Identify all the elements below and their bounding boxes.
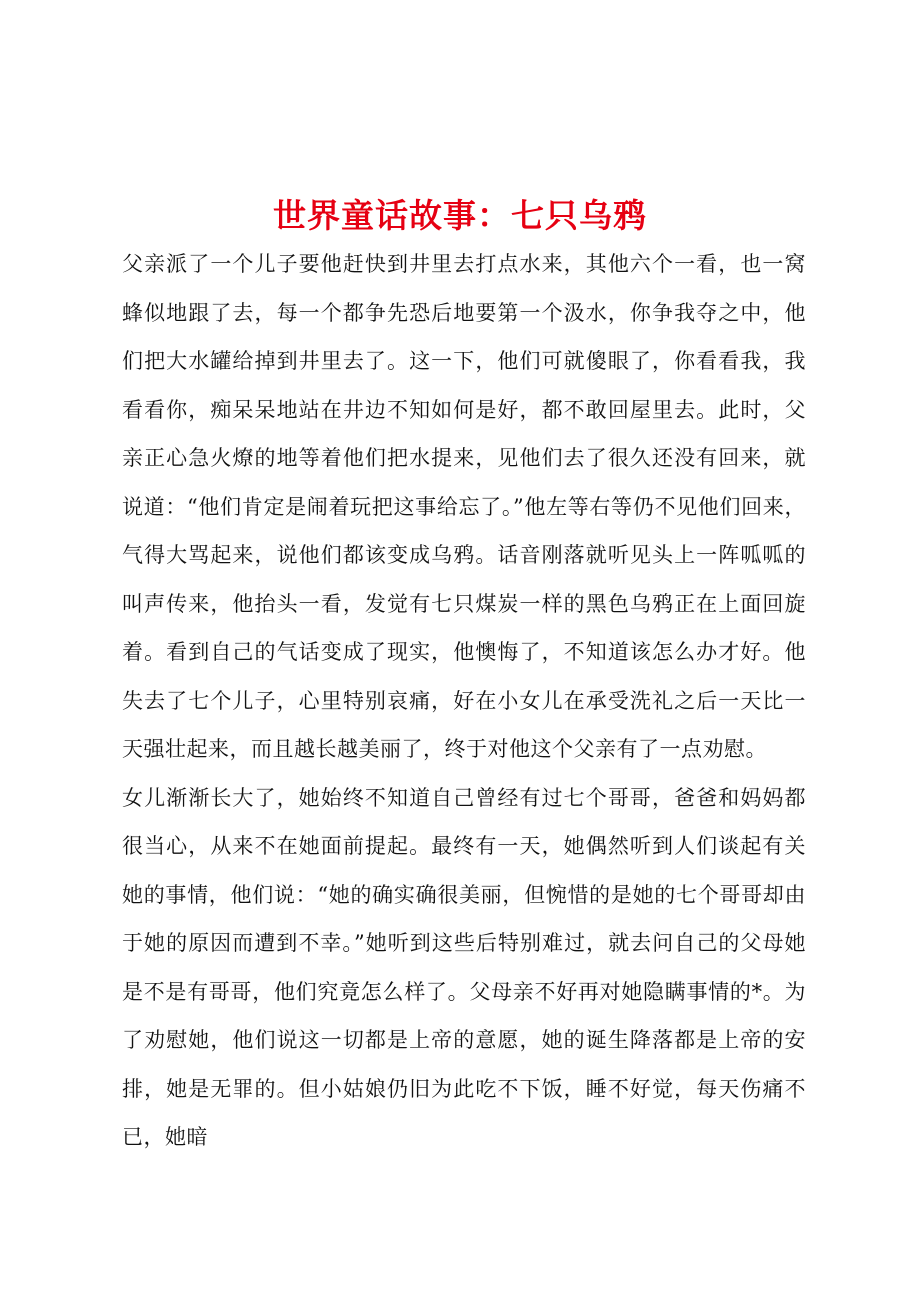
paragraph-1: 父亲派了一个儿子要他赶快到井里去打点水来，其他六个一看，也一窝蜂似地跟了去，每一个都争先恐后地要第一个汲水，你争我夺之中，他们把大水罐给掉到井里去了。这一下，他们可就傻眼了，你看看我，我看看你，痴呆呆地站在井边不知如何是好，都不敢回屋里去。此时，父亲正心急火燎的地等着他们把水提来，见他们去了很久还没有回来，就说道：“他们肯定是闹着玩把这事给忘了。”他左等右等仍不见他们回来，气得大骂起来，说他们都该变成乌鸦。话音刚落就听见头上一阵呱呱的叫声传来，他抬头一看，发觉有七只煤炭一样的黑色乌鸦正在上面回旋着。看到自己的气话变成了现实，他懊悔了，不知道该怎么办才好。他失去了七个儿子，心里特别哀痛，好在小女儿在承受洗礼之后一天比一天强壮起来，而且越长越美丽了，终于对他这个父亲有了一点劝慰。 bbox=[122, 252, 806, 761]
document-body bbox=[122, 240, 806, 1162]
paragraph-2: 女儿渐渐长大了，她始终不知道自己曾经有过七个哥哥，爸爸和妈妈都很当心，从来不在她面前提起。最终有一天，她偶然听到人们谈起有关她的事情，他们说：“她的确实确很美丽，但惋惜的是她的七个哥哥却由于她的原因而遭到不幸。”她听到这些后特别难过，就去问自己的父母她是不是有哥哥，他们究竟怎么样了。父母亲不好再对她隐瞒事情的*。为了劝慰她，他们说这一切都是上帝的意愿，她的诞生降落都是上帝的安排，她是无罪的。但小姑娘仍旧为此吃不下饭，睡不好觉，每天伤痛不已，她暗 bbox=[122, 785, 806, 1149]
document-title: 世界童话故事：七只乌鸦 bbox=[273, 196, 647, 235]
